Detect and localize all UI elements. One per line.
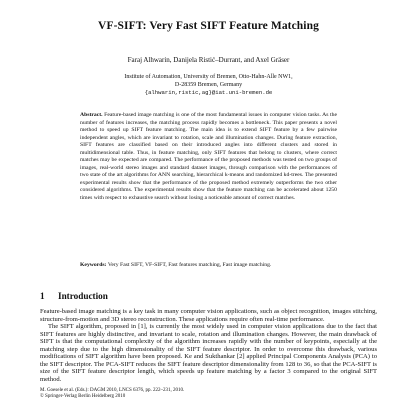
abstract-label: Abstract. (80, 112, 103, 118)
affiliation-line-2: D-28359 Bremen, Germany (174, 81, 243, 88)
section-number: 1 (40, 291, 45, 301)
paragraph: Feature-based image matching is a key task in many computer vision applications, such as object recognition, images stitching, structure-from-motion and 3D stereo reconstruction. These applications require often real-time performance. (40, 308, 377, 323)
abstract (80, 112, 337, 203)
keywords-text: Very Fast SIFT, VF-SIFT, Fast features matching, Fast image matching. (107, 262, 272, 268)
keywords-label: Keywords: (80, 262, 107, 268)
affiliation-line-1: Institute of Automation, University of Bremen, Otto-Hahn-Alle NW1, (124, 74, 293, 80)
section-title: Introduction (58, 291, 108, 301)
abstract-text: Feature-based image matching is one of the most fundamental issues in computer vision tasks. As the number of features increases, the matching process rapidly becomes a bottleneck. This paper presents a novel method to speed up SIFT feature matching. The main idea is to extend SIFT feature by a few pairwise independent angles, which are invariant to rotation, scale and illumination changes. During feature extraction, SIFT features are classified based on their introduced angles into different clusters and stored in multidimensional table. Thus, in feature matching, only SIFT features that belong to clusters, where correct matches may be expected are compared. The performance of the proposed methods was tested on two groups of images, real-world stereo images and standard dataset images, through comparison with the performances of two state of the art algorithms for ANN searching, hierarchical k-means and randomized kd-trees. The presented experimental results show that the performance of the proposed method extremely outperforms the two other considered algorithms. The experimental results show that the feature matching can be accelerated about 1250 times with respect to exhaustive search without losing a noticeable amount of correct matches. (80, 112, 337, 202)
paper-title: VF-SIFT: Very Fast SIFT Feature Matching (98, 20, 319, 32)
introduction-body (40, 308, 377, 383)
paragraph: The SIFT algorithm, proposed in [1], is currently the most widely used in computer vision applications due to the fact that SIFT features are highly distinctive, and invariant to scale, rotation and illumination changes. However, the main drawback of SIFT is that the computational complexity of the algorithm increases rapidly with the number of keypoints, especially at the matching step due to the high dimensionality of the SIFT feature descriptor. In order to overcome this drawback, various modifications of SIFT algorithm have been proposed. Ke and Sukthankar [2] applied Principal Components Analysis (PCA) to the SIFT descriptor. The PCA-SIFT reduces the SIFT feature descriptor dimensionality from 128 to 36, so that the PCA-SIFT is size of the SIFT feature descriptor length, which speeds up feature matching by a factor 3 compared to the original SIFT method. (40, 323, 377, 383)
footer-citation: M. Goesele et al. (Eds.): DAGM 2010, LNCS 6376, pp. 222–231, 2010. (40, 388, 185, 393)
author-email: {alhwarin,ristic,ag}@iat.uni-bremen.de (144, 89, 273, 97)
author-list: Faraj Alhwarin, Danijela Ristić–Durrant, and Axel Gräser (127, 56, 290, 64)
citation-footer (40, 388, 380, 401)
affiliation-block (0, 74, 417, 97)
keywords (80, 262, 337, 270)
section-heading (40, 291, 108, 301)
footer-copyright: © Springer-Verlag Berlin Heidelberg 2010 (40, 394, 126, 400)
